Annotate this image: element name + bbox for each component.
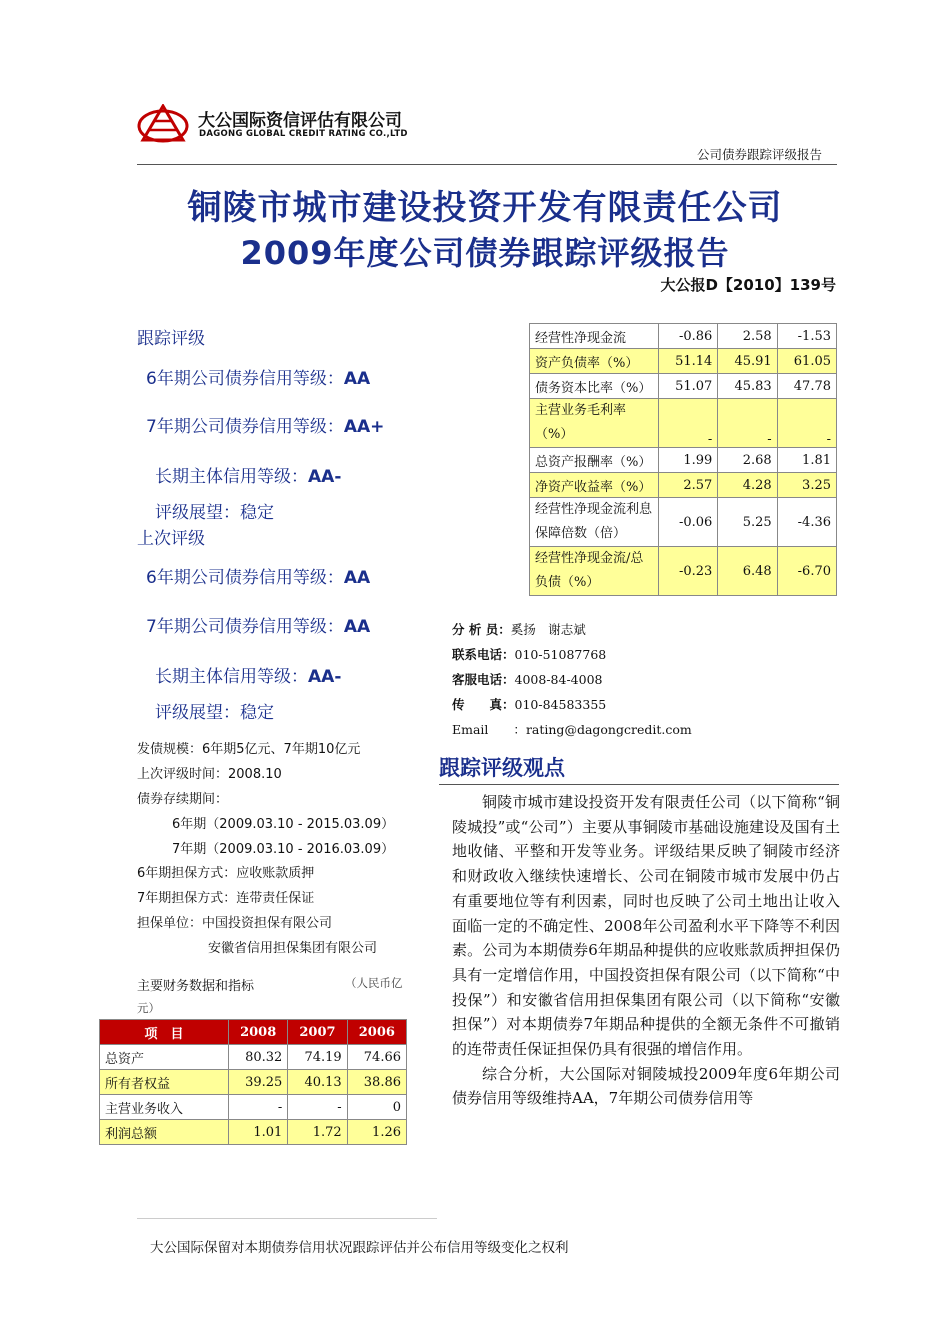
table-cell: 80.32 <box>229 1045 288 1070</box>
table-row <box>100 1070 407 1095</box>
contact-analyst <box>452 620 586 638</box>
contact-value: 010-84583355 <box>514 697 607 712</box>
table-cell: 净资产收益率（%） <box>530 473 659 498</box>
footer-note: 大公国际保留对本期债券信用状况跟踪评估并公布信用等级变化之权利 <box>150 1240 569 1256</box>
table-cell: 6.48 <box>718 547 777 596</box>
guarantee-6y: 6年期担保方式：应收账款质押 <box>137 866 315 881</box>
bond-term-7y: 7年期（2009.03.10 - 2016.03.09） <box>172 842 395 857</box>
company-name-en: DAGONG GLOBAL CREDIT RATING CO.,LTD <box>199 129 408 139</box>
view-body <box>452 790 840 1111</box>
fin-table-unit: （人民币亿 <box>345 976 403 990</box>
bond-scale: 发债规模：6年期5亿元、7年期10亿元 <box>137 742 361 757</box>
table-cell: 所有者权益 <box>100 1070 229 1095</box>
table-row <box>530 448 837 473</box>
rating-label: 长期主体信用等级： <box>155 467 308 487</box>
rating-label: 7年期公司债券信用等级： <box>146 417 344 437</box>
table-row <box>530 374 837 399</box>
table-row <box>530 547 837 596</box>
contact-phone <box>452 645 606 663</box>
footer-divider <box>137 1218 437 1219</box>
table-cell: - <box>288 1095 347 1120</box>
table-cell: 40.13 <box>288 1070 347 1095</box>
fin-table-unit-cont: 元） <box>137 1001 160 1015</box>
contact-label: 传 真： <box>452 697 515 712</box>
tracking-rating-issuer <box>155 462 341 487</box>
financial-ratio-table <box>529 323 837 596</box>
table-cell: -0.23 <box>659 547 718 596</box>
contact-email <box>452 720 692 738</box>
tracking-outlook: 评级展望：稳定 <box>155 503 274 523</box>
guarantor-label: 担保单位： <box>137 916 203 931</box>
report-title-line1: 铜陵市城市建设投资开发有限责任公司 <box>187 188 783 228</box>
contact-service <box>452 670 603 688</box>
table-row <box>530 498 837 547</box>
rating-value: AA+ <box>343 417 385 437</box>
table-cell: 4.28 <box>718 473 777 498</box>
report-type: 公司债券跟踪评级报告 <box>696 147 822 162</box>
view-paragraph-2: 综合分析，大公国际对铜陵城投2009年度6年期公司债券信用等级维持AA，7年期公司债券信用等 <box>452 1064 840 1108</box>
table-cell: 主营业务毛利率（%） <box>530 399 659 448</box>
table-cell: - <box>659 399 718 448</box>
previous-rating-6y <box>146 563 370 588</box>
table-cell: 2.58 <box>718 324 777 349</box>
rating-value: AA <box>343 617 371 637</box>
table-cell: 1.26 <box>347 1120 406 1145</box>
contact-label: 客服电话： <box>452 672 515 687</box>
previous-rating-7y <box>146 612 370 637</box>
contact-fax <box>452 695 606 713</box>
header-divider <box>137 164 837 165</box>
table-cell: -4.36 <box>777 498 836 547</box>
contact-value: 奚扬 谢志斌 <box>510 622 586 637</box>
table-header-cell: 2007 <box>288 1020 347 1045</box>
table-cell: 利润总额 <box>100 1120 229 1145</box>
last-rating-time: 上次评级时间：2008.10 <box>137 767 282 782</box>
table-cell: 1.72 <box>288 1120 347 1145</box>
table-cell: -1.53 <box>777 324 836 349</box>
guarantor-1 <box>137 912 332 931</box>
tracking-rating-6y <box>146 364 370 389</box>
tracking-rating-heading: 跟踪评级 <box>137 329 205 349</box>
table-cell: 1.81 <box>777 448 836 473</box>
table-cell: -0.06 <box>659 498 718 547</box>
rating-label: 长期主体信用等级： <box>155 667 308 687</box>
table-header-cell: 2008 <box>229 1020 288 1045</box>
table-row <box>100 1095 407 1120</box>
table-cell: 经营性净现金流利息保障倍数（倍） <box>530 498 659 547</box>
table-cell: 38.86 <box>347 1070 406 1095</box>
table-row <box>100 1045 407 1070</box>
table-cell: -6.70 <box>777 547 836 596</box>
table-cell: 47.78 <box>777 374 836 399</box>
table-header-row <box>100 1020 407 1045</box>
guarantor-name: 中国投资担保有限公司 <box>202 916 333 931</box>
contact-label: 联系电话： <box>452 647 515 662</box>
rating-value: AA <box>343 568 371 588</box>
dagong-logo-icon <box>137 104 189 144</box>
contact-value: 4008-84-4008 <box>514 672 603 687</box>
financial-data-table <box>99 1019 407 1145</box>
table-cell: 1.01 <box>229 1120 288 1145</box>
guarantee-7y: 7年期担保方式：连带责任保证 <box>137 891 315 906</box>
contact-value: 010-51087768 <box>514 647 607 662</box>
table-cell: 主营业务收入 <box>100 1095 229 1120</box>
table-cell: 51.07 <box>659 374 718 399</box>
contact-label: 分 析 员： <box>452 622 511 637</box>
table-row <box>530 473 837 498</box>
table-row <box>530 324 837 349</box>
table-row <box>530 349 837 374</box>
table-cell: 债务资本比率（%） <box>530 374 659 399</box>
table-cell: 61.05 <box>777 349 836 374</box>
rating-label: 6年期公司债券信用等级： <box>146 568 344 588</box>
table-cell: 总资产 <box>100 1045 229 1070</box>
table-cell: 总资产报酬率（%） <box>530 448 659 473</box>
report-title-line2: 2009年度公司债券跟踪评级报告 <box>240 234 730 272</box>
table-row <box>530 399 837 448</box>
guarantor-2: 安徽省信用担保集团有限公司 <box>208 941 378 956</box>
table-header-cell: 项 目 <box>100 1020 229 1045</box>
table-cell: 0 <box>347 1095 406 1120</box>
bond-term-6y: 6年期（2009.03.10 - 2015.03.09） <box>172 817 395 832</box>
table-cell: 39.25 <box>229 1070 288 1095</box>
view-divider <box>439 784 839 785</box>
table-cell: 51.14 <box>659 349 718 374</box>
table-cell: 经营性净现金流/总负债（%） <box>530 547 659 596</box>
table-cell: 45.83 <box>718 374 777 399</box>
view-paragraph-1: 铜陵市城市建设投资开发有限责任公司（以下简称“铜陵城投”或“公司”）主要从事铜陵市基础设施建设及国有土地收储、平整和开发等业务。评级结果反映了铜陵市经济和财政收入继续快速增长、公司在铜陵市城市发展中仍占有重要地位等有利因素，同时也反映了公司土地出让收入面临一定的不确定性、2008年公司盈利水平下降等不利因素。公司为本期债券6年期品种提供的应收账款质押担保仍具有一定增信作用，中国投资担保有限公司（以下简称“中投保”）和安徽省信用担保集团有限公司（以下简称“安徽担保”）对本期债券7年期品种提供的全额无条件不可撤销的连带责任保证担保仍具有很强的增信作用。 <box>452 793 840 1059</box>
tracking-rating-7y <box>146 412 384 437</box>
rating-value: AA <box>343 369 371 389</box>
table-cell: - <box>229 1095 288 1120</box>
table-header-cell: 2006 <box>347 1020 406 1045</box>
table-cell: 资产负债率（%） <box>530 349 659 374</box>
table-cell: 2.68 <box>718 448 777 473</box>
email-link[interactable]: rating@dagongcredit.com <box>525 722 692 737</box>
rating-label: 6年期公司债券信用等级： <box>146 369 344 389</box>
table-cell: 74.66 <box>347 1045 406 1070</box>
table-cell: 3.25 <box>777 473 836 498</box>
table-row <box>100 1120 407 1145</box>
previous-rating-issuer <box>155 662 341 687</box>
previous-outlook: 评级展望：稳定 <box>155 703 274 723</box>
table-cell: 经营性净现金流 <box>530 324 659 349</box>
rating-value: AA- <box>308 667 342 687</box>
company-name-cn: 大公国际资信评估有限公司 <box>198 111 402 131</box>
table-cell: 45.91 <box>718 349 777 374</box>
table-cell: 1.99 <box>659 448 718 473</box>
table-cell: 2.57 <box>659 473 718 498</box>
table-cell: - <box>718 399 777 448</box>
table-cell: -0.86 <box>659 324 718 349</box>
previous-rating-heading: 上次评级 <box>137 529 205 549</box>
rating-label: 7年期公司债券信用等级： <box>146 617 344 637</box>
fin-table-title: 主要财务数据和指标 <box>137 979 255 994</box>
contact-label: Email ： <box>452 722 526 737</box>
table-cell: - <box>777 399 836 448</box>
document-number: 大公报D【2010】139号 <box>660 276 836 294</box>
bond-term-label: 债券存续期间： <box>137 792 229 807</box>
rating-value: AA- <box>308 467 342 487</box>
view-heading: 跟踪评级观点 <box>439 756 565 780</box>
table-cell: 74.19 <box>288 1045 347 1070</box>
table-cell: 5.25 <box>718 498 777 547</box>
